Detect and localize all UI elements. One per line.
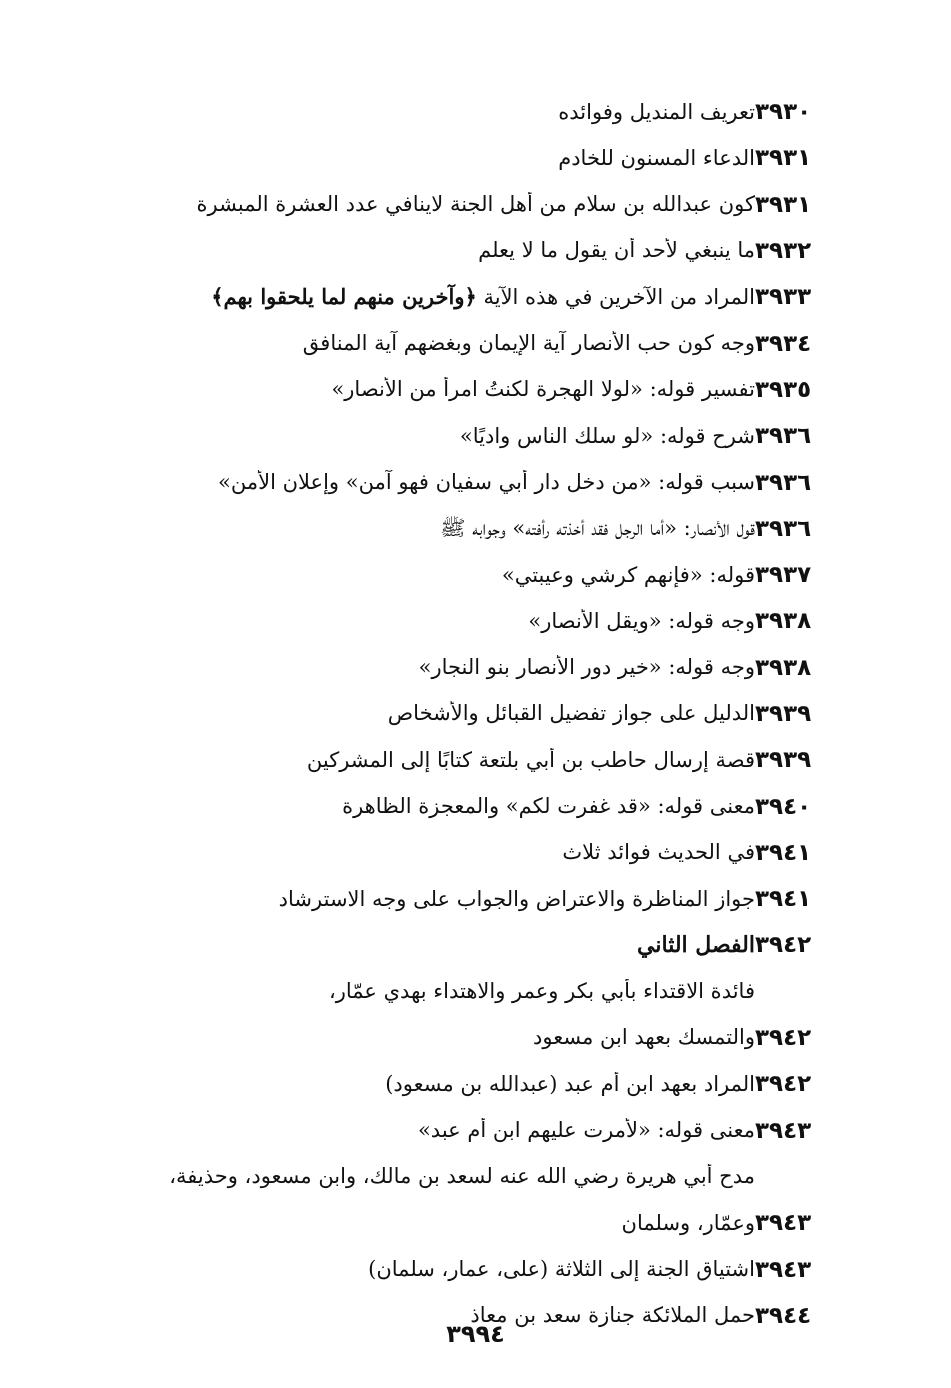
toc-entry-title: فائدة الاقتداء بأبي بكر وعمر والاهتداء بهدي عمّار، [328,979,755,1004]
toc-entry-title-text: المراد من الآخرين في هذه الآية [476,285,755,310]
toc-entry-title: تفسير قوله: «لولا الهجرة لكنتُ امرأ من الأنصار» [331,377,755,402]
toc-entry [70,367,845,413]
toc-entry-title: اشتياق الجنة إلى الثلاثة (على، عمار، سلمان) [368,1256,755,1281]
toc-entry-page: ٣٩٤٢ [755,1025,812,1052]
toc-entry [70,969,845,1015]
toc-entry-page: ٣٩٣٣ [755,284,812,311]
toc-entry-title: سبب قوله: «من دخل دار أبي سفيان فهو آمن» وإعلان الأمن» [218,469,755,494]
toc-entry [70,228,845,274]
toc-entry-page: ٣٩٣٥ [755,376,812,403]
toc-entry [70,598,845,644]
toc-entry-title: معنى قوله: «لأمرت عليهم ابن أم عبد» [417,1118,755,1143]
toc-entry [70,1154,845,1200]
toc-entry [70,89,845,135]
toc-entry [70,135,845,181]
toc-entry-page: ٣٩٣٤ [755,330,812,357]
toc-entry-title: حمل الملائكة جنازة سعد بن معاذ [470,1303,755,1328]
toc-entry-title: مدح أبي هريرة رضي الله عنه لسعد بن مالك، وابن مسعود، وحذيفة، [169,1164,755,1189]
toc-entry [70,1200,845,1246]
toc-entry-title: معنى قوله: «قد غفرت لكم» والمعجزة الظاهرة [342,794,755,818]
toc-entry-title: تعريف المنديل وفوائده [558,99,755,124]
toc-entry-page: ٣٩٤٣ [755,1117,812,1144]
toc-entry-page: ٣٩٣٨ [755,654,812,681]
toc-entry-title: الدعاء المسنون للخادم [558,145,755,170]
toc-entry-page: ٣٩٤٣ [755,1210,812,1237]
toc-entry-page: ٣٩٣٩ [755,747,812,774]
toc-entry [70,1108,845,1154]
toc-entry-page: ٣٩٤٢ [755,1071,812,1098]
toc-entry-title: وعمّار، وسلمان [621,1210,755,1235]
toc-entry-page: ٣٩٣٠ [755,99,812,126]
toc-entry-page: ٣٩٤٤ [755,1302,812,1329]
section-heading-title: الفصل الثاني [637,932,755,959]
toc-entry [70,1015,845,1061]
toc-entry-page: ٣٩٣٢ [755,238,812,265]
toc-entry [70,645,845,691]
toc-entry [70,459,845,505]
toc-entry [70,320,845,366]
toc-entry [70,274,845,320]
toc-entry [70,182,845,228]
toc-entry [70,691,845,737]
toc-entry-page: ٣٩٤١ [755,886,812,913]
toc-entry [70,876,845,922]
toc-entry-title: وجه كون حب الأنصار آية الإيمان وبغضهم آية المنافق [302,331,755,356]
toc-entry-page: ٣٩٤٢ [755,932,812,959]
toc-section-heading [70,922,845,968]
toc-entry-title: قول الأنصار: «أما الرجل فقد أخذته رأفته» وجوابه ﷺ [440,516,755,541]
toc-entry-title: كون عبدالله بن سلام من أهل الجنة لاينافي عدد العشرة المبشرة [196,192,755,217]
toc-entry-page: ٣٩٣١ [755,145,812,172]
toc-entry [70,737,845,783]
toc-entry-title: الدليل على جواز تفضيل القبائل والأشخاص [387,701,755,726]
toc-entry-page: ٣٩٤١ [755,839,812,866]
toc-entry-title: ما ينبغي لأحد أن يقول ما لا يعلم [478,238,755,263]
toc-entry-title: في الحديث فوائد ثلاث [562,840,755,865]
toc-entry-page: ٣٩٣٨ [755,608,812,635]
toc-entry-page: ٣٩٣١ [755,191,812,218]
toc-entry-title: والتمسك بعهد ابن مسعود [533,1025,755,1050]
toc-entry-page: ٣٩٣٦ [755,515,812,542]
toc-entry-page: ٣٩٤٣ [755,1256,812,1283]
toc-entry-page: ٣٩٣٩ [755,701,812,727]
toc-entry-page: ٣٩٣٦ [755,423,812,450]
toc-entry-page: ٣٩٣٦ [755,469,812,496]
toc-entry [70,413,845,459]
page-number: ٣٩٩٤ [446,1320,505,1348]
toc-entry-page: ٣٩٣٧ [755,562,812,589]
quran-verse-quote: ﴿وآخرين منهم لما يلحقوا بهم﴾ [211,284,477,310]
toc-entry [70,830,845,876]
toc-entry-title: وجه قوله: «ويقل الأنصار» [528,608,755,633]
toc-entry-title: جواز المناظرة والاعتراض والجواب على وجه الاسترشاد [278,886,755,911]
toc-entry [70,506,845,552]
toc-entry-page: ٣٩٤٠ [755,793,812,820]
toc-entry [70,783,845,829]
toc-entry-title: قصة إرسال حاطب بن أبي بلتعة كتابًا إلى المشركين [306,747,755,772]
toc-entry [70,1061,845,1107]
toc-entry-title: المراد بعهد ابن أم عبد (عبدالله بن مسعود) [385,1071,755,1096]
table-of-contents [70,89,845,1339]
toc-entry [70,552,845,598]
toc-entry-title [70,284,755,310]
toc-entry-title: وجه قوله: «خير دور الأنصار بنو النجار» [418,655,755,680]
toc-entry-title: قوله: «فإنهم كرشي وعيبتي» [501,562,755,587]
toc-entry [70,1246,845,1292]
toc-entry-title: شرح قوله: «لو سلك الناس واديًا» [459,423,755,448]
